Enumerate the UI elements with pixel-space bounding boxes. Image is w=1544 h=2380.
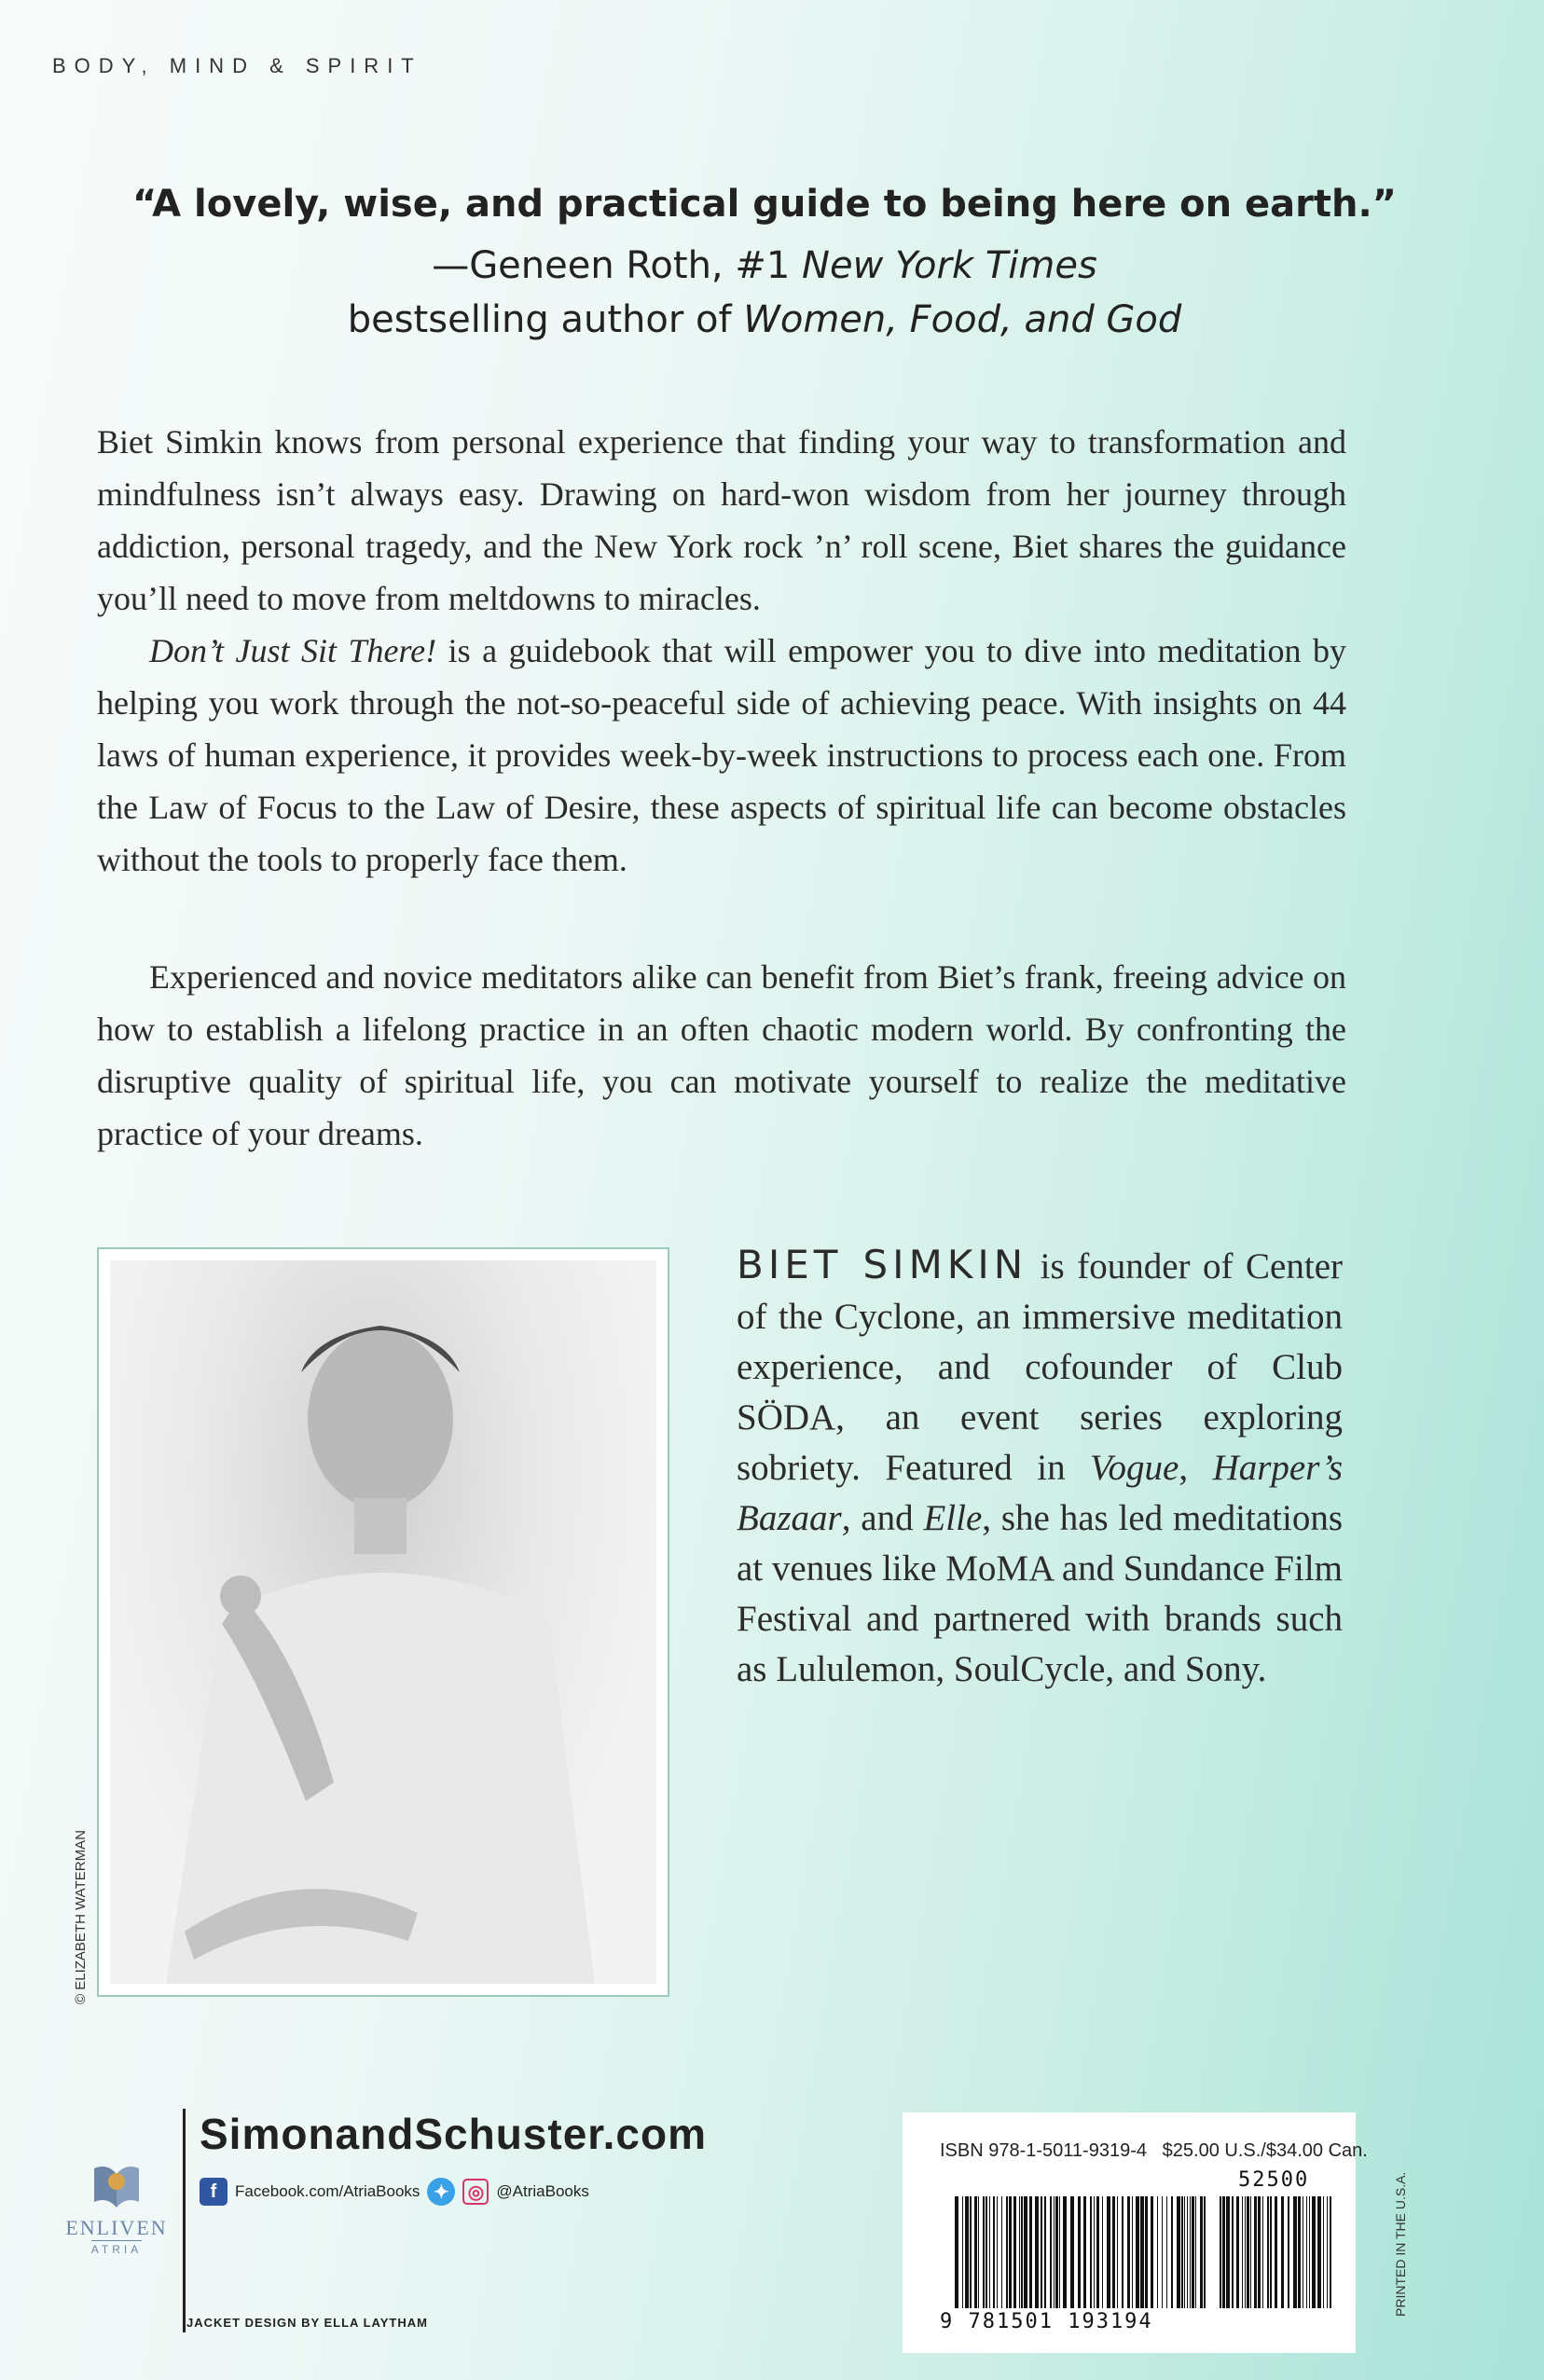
barcode-bar (1190, 2196, 1191, 2308)
barcode-bar (1177, 2196, 1180, 2308)
barcode-bar (1204, 2196, 1206, 2308)
book-title: Don’t Just Sit There! (149, 632, 437, 669)
barcode-bar (962, 2196, 963, 2308)
barcode-bar (1041, 2196, 1042, 2308)
barcode-bar (989, 2196, 990, 2308)
author-bio: BIET SIMKIN is founder of Center of the Cyclone, an immersive meditation experience, and cofounder of Club SÖDA, an event series exploring sobriety. Featured in Vogue, Harper’s Bazaar, and Elle, she has led meditations at venues like MoMA and Sundance Film Festival and partnered with brands such as Lululemon, SoulCycle, and Sony. (737, 1242, 1343, 1689)
printed-in-label: PRINTED IN THE U.S.A. (1393, 2171, 1408, 2317)
barcode-bar (1136, 2196, 1139, 2308)
barcode-bar (1195, 2196, 1196, 2308)
barcode-bar (1232, 2196, 1234, 2308)
description-paragraph-1: Biet Simkin knows from personal experience that finding your way to transformation and mindfulness isn’t always easy. Drawing on hard-won wisdom from her journey through addiction, personal tragedy, and the New York rock ’n’ roll scene, Biet shares the guidance you’ll need to move from meltdowns to miracles. (97, 423, 1346, 617)
barcode-bar (983, 2196, 985, 2308)
barcode-bar (1330, 2196, 1331, 2308)
barcode-bar (1220, 2196, 1221, 2308)
barcode-bar (1166, 2196, 1167, 2308)
barcode-bar (1187, 2196, 1188, 2308)
barcode-bar (1262, 2196, 1263, 2308)
barcode-main (955, 2196, 1206, 2308)
facebook-url: Facebook.com/AtriaBooks (235, 2182, 420, 2200)
barcode-bar (1054, 2196, 1055, 2308)
barcode-bar (978, 2196, 979, 2308)
barcode-bar (1001, 2196, 1002, 2308)
barcode-bar (1070, 2196, 1074, 2308)
barcode-bar (1288, 2196, 1289, 2308)
barcode-bar (1132, 2196, 1133, 2308)
publisher-divider (183, 2109, 186, 2332)
barcode-bar (1250, 2196, 1251, 2308)
instagram-icon: ◎ (462, 2179, 489, 2205)
barcode-bar (955, 2196, 958, 2308)
barcode-bar (1236, 2196, 1239, 2308)
barcode-bar (1306, 2196, 1307, 2308)
barcode-bar (1055, 2196, 1058, 2308)
blurb-attribution-line2: bestselling author of Women, Food, and God (347, 298, 1182, 341)
blurb-quote: “A lovely, wise, and practical guide to being here on earth.” (132, 183, 1397, 226)
barcode-bar (1035, 2196, 1039, 2308)
social-handle: @AtriaBooks (496, 2182, 589, 2200)
barcode-bar (1226, 2196, 1230, 2308)
barcode-bar (965, 2196, 969, 2308)
barcode-bar (1312, 2196, 1316, 2308)
barcode-bar (1162, 2196, 1163, 2308)
barcode-bar (1006, 2196, 1008, 2308)
barcode-bar (986, 2196, 987, 2308)
barcode-bar (1059, 2196, 1060, 2308)
barcode-box (903, 2112, 1368, 2353)
barcode-bar (1323, 2196, 1324, 2308)
author-photo-frame (97, 1247, 669, 1997)
barcode-bar (1275, 2196, 1277, 2308)
jacket-design-credit: JACKET DESIGN BY ELLA LAYTHAM (186, 2316, 428, 2330)
barcode-bar (1281, 2196, 1284, 2308)
publisher-website: SimonandSchuster.com (200, 2110, 708, 2158)
social-links (200, 2178, 589, 2206)
enliven-logo (47, 2161, 186, 2258)
barcode-bar (1078, 2196, 1081, 2308)
addon-digits: 52500 (1238, 2168, 1310, 2192)
book-icon (89, 2161, 145, 2211)
barcode-bar (1293, 2196, 1297, 2308)
author-portrait-illustration (110, 1260, 656, 1984)
barcode-bar (1127, 2196, 1130, 2308)
barcode-bar (1021, 2196, 1023, 2308)
barcode-bar (970, 2196, 972, 2308)
barcode-bar (1019, 2196, 1020, 2308)
barcode-bar (1245, 2196, 1246, 2308)
isbn-price-line (940, 2140, 1368, 2162)
barcode-bar (1102, 2196, 1103, 2308)
photo-credit: © ELIZABETH WATERMAN (73, 1830, 89, 2004)
price-text: $25.00 U.S./$34.00 Can. (1162, 2140, 1368, 2161)
barcode-bar (997, 2196, 998, 2308)
barcode-bar (1184, 2196, 1185, 2308)
author-photo (110, 1260, 656, 1984)
barcode-bar (1247, 2196, 1249, 2308)
parent-imprint: ATRIA (91, 2240, 142, 2256)
barcode-bar (1181, 2196, 1183, 2308)
barcode-bar (1013, 2196, 1016, 2308)
barcode-bar (1044, 2196, 1046, 2308)
barcode-bar (1094, 2196, 1095, 2308)
barcode-bar (1298, 2196, 1301, 2308)
barcode-bar (1309, 2196, 1310, 2308)
barcode-bar (1317, 2196, 1321, 2308)
barcode-bar (1145, 2196, 1148, 2308)
barcode-bar (1009, 2196, 1012, 2308)
barcode-bar (1117, 2196, 1118, 2308)
isbn-text: ISBN 978-1-5011-9319-4 (940, 2140, 1147, 2161)
description-paragraph-2: Don’t Just Sit There! is a guidebook that will empower you to dive into meditation by helping you work through the not-so-peaceful side of achieving peace. With insights on 44 laws of human experience, it provides week-by-week instructions to process each one. From the Law of Focus to the Law of Desire, these aspects of spiritual life can become obstacles without the tools to properly face them. (97, 632, 1346, 878)
barcode-bar (1327, 2196, 1328, 2308)
category-label: BODY, MIND & SPIRIT (52, 54, 422, 77)
twitter-icon: ✦ (427, 2178, 455, 2206)
author-name: BIET SIMKIN (737, 1242, 1028, 1287)
barcode-bar (1024, 2196, 1027, 2308)
barcode-bar (1083, 2196, 1086, 2308)
barcode-addon (1220, 2196, 1331, 2308)
barcode-bar (1063, 2196, 1067, 2308)
barcode-bar (974, 2196, 977, 2308)
barcode-bar (1029, 2196, 1032, 2308)
barcode-bar (1090, 2196, 1092, 2308)
facebook-icon: f (200, 2178, 227, 2206)
barcode-bar (1192, 2196, 1194, 2308)
barcode-bar (1112, 2196, 1115, 2308)
barcode-bar (1267, 2196, 1269, 2308)
description-paragraph-3: Experienced and novice meditators alike can benefit from Biet’s frank, freeing advice on how to establish a lifelong practice in an often chaotic modern world. By confronting the disruptive quality of spiritual life, you can motivate yourself to realize the meditative practice of your dreams. (97, 958, 1346, 1152)
barcode-bar (1171, 2196, 1173, 2308)
barcode-bar (1258, 2196, 1261, 2308)
barcode-bar (1242, 2196, 1243, 2308)
barcode-bar (1122, 2196, 1124, 2308)
barcode-bar (1157, 2196, 1158, 2308)
imprint-name: ENLIVEN (65, 2216, 168, 2239)
barcode-bar (1140, 2196, 1144, 2308)
barcode-bar (1222, 2196, 1225, 2308)
blurb-attribution-line1: —Geneen Roth, #1 New York Times (432, 244, 1097, 287)
barcode-bar (1107, 2196, 1110, 2308)
barcode-bar (1096, 2196, 1099, 2308)
barcode-digits: 9 781501 193194 (940, 2310, 1153, 2333)
barcode-bar (1200, 2196, 1203, 2308)
barcode-bar (1151, 2196, 1153, 2308)
barcode-bar (993, 2196, 995, 2308)
barcode-bar (1050, 2196, 1052, 2308)
barcode-bar (1254, 2196, 1257, 2308)
barcode-bar (1270, 2196, 1272, 2308)
